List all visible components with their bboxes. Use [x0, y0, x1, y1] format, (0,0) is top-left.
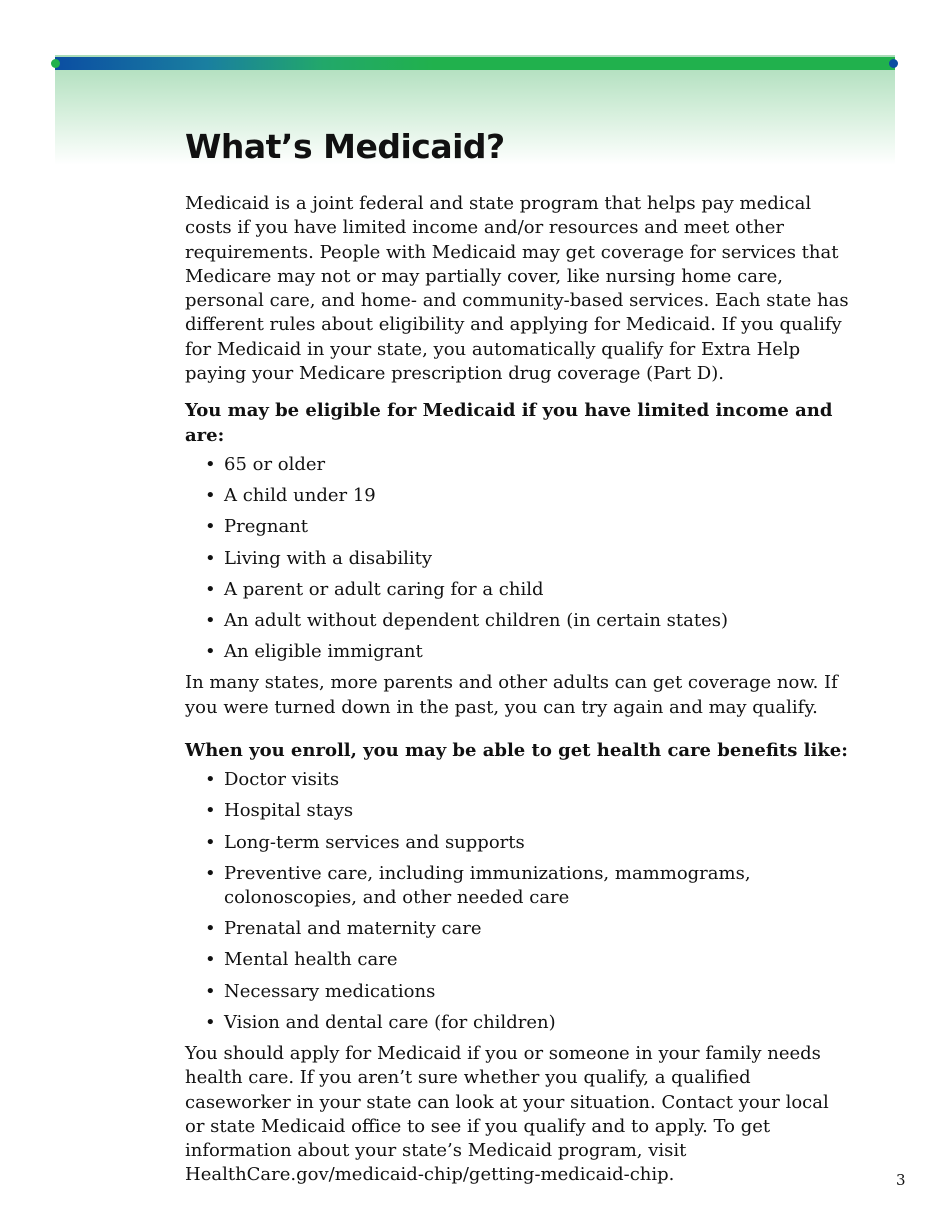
list-item: • A child under 19 [185, 484, 850, 508]
intro-paragraph: Medicaid is a joint federal and state program that helps pay medical costs if you have limited income and/or resources and meet other requirements. People with Medicaid may get coverage for services that Medicare may not or may partially cover, like nursing home care, personal care, and home- and community-based services. Each state has different rules about eligibility and applying for Medicaid. If you qualify for Medicaid in your state, you automatically qualify for Extra Help paying your Medicare prescription drug coverage (Part D). [185, 193, 849, 385]
header-color-bar [55, 57, 895, 70]
list-item: • Prenatal and maternity care [185, 917, 850, 941]
page-content [185, 125, 850, 1188]
benefits-list [185, 768, 850, 1035]
list-item: • Pregnant [185, 515, 850, 539]
list-item: • 65 or older [185, 453, 850, 477]
closing-paragraph: You should apply for Medicaid if you or someone in your family needs health care. If you aren’t sure whether you qualify, a qualified caseworker in your state can look at your situation. Contact your local or state Medicaid office to see if you qualify and to apply. To get information about your state’s Medicaid program, visit HealthCare.gov/medicaid-chip/getting-medicaid-chip. [185, 1042, 829, 1186]
list-item: • Doctor visits [185, 768, 850, 792]
list-item: • An eligible immigrant [185, 640, 850, 664]
eligibility-list [185, 453, 850, 664]
list-item: • A parent or adult caring for a child [185, 578, 850, 602]
page-number: 3 [896, 1171, 906, 1189]
list-item: • An adult without dependent children (in certain states) [185, 609, 850, 633]
list-item: • Preventive care, including immunizations, mammograms, colonoscopies, and other needed care [185, 862, 850, 911]
eligibility-heading: You may be eligible for Medicaid if you have limited income and are: [185, 400, 833, 446]
list-item: • Living with a disability [185, 547, 850, 571]
coverage-note-paragraph: In many states, more parents and other adults can get coverage now. If you were turned down in the past, you can try again and may qualify. [185, 672, 838, 718]
list-item: • Long-term services and supports [185, 831, 850, 855]
benefits-heading: When you enroll, you may be able to get health care benefits like: [185, 739, 848, 761]
list-item: • Vision and dental care (for children) [185, 1011, 850, 1035]
header-bar-right-dot [889, 59, 898, 68]
list-item: • Mental health care [185, 948, 850, 972]
list-item: • Necessary medications [185, 980, 850, 1004]
list-item: • Hospital stays [185, 799, 850, 823]
header-bar-left-dot [51, 59, 60, 68]
page-title: What’s Medicaid? [185, 127, 505, 166]
